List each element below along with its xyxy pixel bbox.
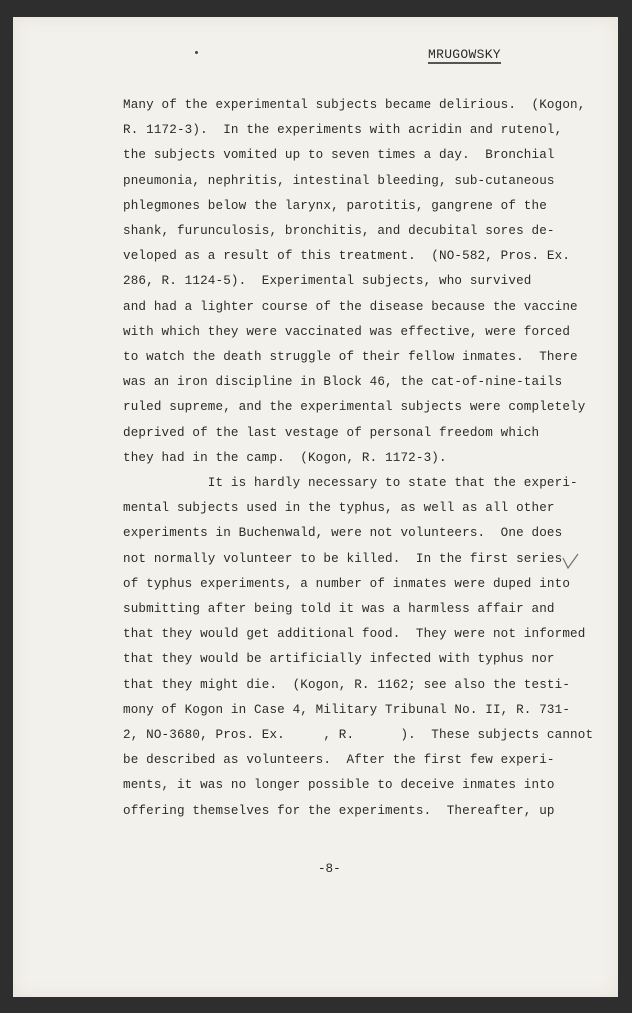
text-line: 286, R. 1124-5). Experimental subjects, who survived xyxy=(123,274,532,289)
page-number: -8- xyxy=(318,862,341,876)
text-line: ments, it was no longer possible to deceive inmates into xyxy=(123,778,555,793)
text-line: 2, NO-3680, Pros. Ex. , R. ). These subjects cannot xyxy=(123,728,594,742)
text-line: the subjects vomited up to seven times a day. Bronchial xyxy=(123,148,555,163)
text-line: deprived of the last vestage of personal freedom which xyxy=(123,425,540,440)
punch-mark xyxy=(195,51,198,54)
text-line: was an iron discipline in Block 46, the cat-of-nine-tails xyxy=(123,375,563,390)
text-line: offering themselves for the experiments. Thereafter, up xyxy=(123,803,555,818)
text-line: phlegmones below the larynx, parotitis, gangrene of the xyxy=(123,198,547,213)
text-line: that they would be artificially infected with typhus nor xyxy=(123,652,555,667)
text-line: submitting after being told it was a harmless affair and xyxy=(123,602,555,616)
text-line: pneumonia, nephritis, intestinal bleeding, sub-cutaneous xyxy=(123,173,555,188)
text-line: that they might die. (Kogon, R. 1162; see also the testi- xyxy=(123,677,571,692)
text-line: and had a lighter course of the disease because the vaccine xyxy=(123,299,578,314)
text-line: they had in the camp. (Kogon, R. 1172-3). xyxy=(123,450,447,465)
text-line: Many of the experimental subjects became delirious. (Kogon, xyxy=(123,98,586,112)
text-line: not normally volunteer to be killed. In the first series xyxy=(123,551,563,566)
text-line: veloped as a result of this treatment. (NO-582, Pros. Ex. xyxy=(123,249,571,264)
text-line: be described as volunteers. After the first few experi- xyxy=(123,753,555,768)
text-line: that they would get additional food. They were not informed xyxy=(123,627,586,642)
text-line: mental subjects used in the typhus, as well as all other xyxy=(123,501,555,516)
document-page xyxy=(13,17,618,997)
text-line: It is hardly necessary to state that the experi- xyxy=(123,476,578,490)
text-line: R. 1172-3). In the experiments with acridin and rutenol, xyxy=(123,123,563,138)
text-line: of typhus experiments, a number of inmates were duped into xyxy=(123,576,571,591)
text-line: ruled supreme, and the experimental subjects were completely xyxy=(123,400,586,415)
text-line: mony of Kogon in Case 4, Military Tribunal No. II, R. 731- xyxy=(123,702,571,717)
header-name: MRUGOWSKY xyxy=(428,47,501,62)
checkmark-icon xyxy=(561,552,581,574)
text-line: shank, furunculosis, bronchitis, and decubital sores de- xyxy=(123,224,555,238)
text-line: with which they were vaccinated was effective, were forced xyxy=(123,324,571,339)
text-line: experiments in Buchenwald, were not volunteers. One does xyxy=(123,526,563,541)
text-line: to watch the death struggle of their fellow inmates. There xyxy=(123,350,578,364)
